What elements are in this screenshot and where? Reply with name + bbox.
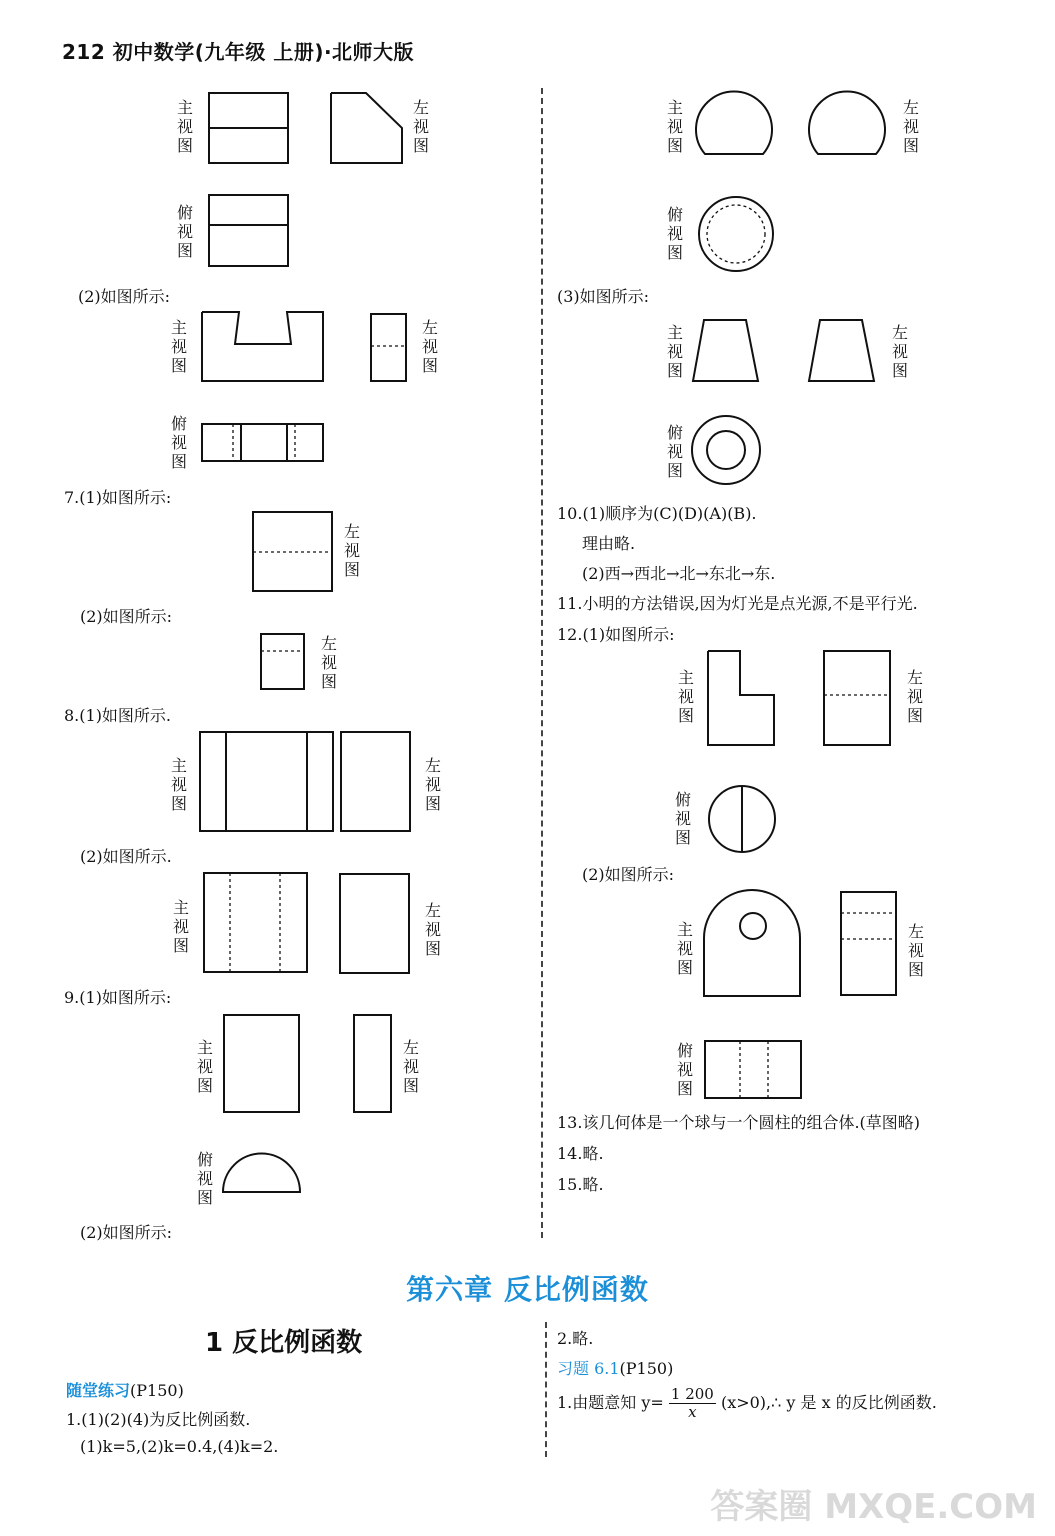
practice-answer-1-detail: (1)k=5,(2)k=0.4,(4)k=2.	[80, 1437, 279, 1456]
front-view-label: 主 视 图	[677, 668, 694, 725]
front-view-label: 主 视 图	[176, 98, 193, 155]
q15: 15.略.	[557, 1175, 604, 1194]
left-view-label: 左 视 图	[412, 98, 429, 155]
exercise-page: (P150)	[619, 1359, 674, 1378]
chapter-title: 第六章 反比例函数	[406, 1273, 649, 1306]
page-header: 212 初中数学(九年级 上册)·北师大版	[62, 40, 415, 64]
front-view-label: 主 视 图	[676, 920, 693, 977]
q9-1-top-view	[222, 1152, 302, 1194]
practice-page: (P150)	[130, 1381, 184, 1400]
practice-answer-1: 1.(1)(2)(4)为反比例函数.	[66, 1410, 251, 1429]
q12-1-top-view	[707, 784, 777, 854]
q10-1: 10.(1)顺序为(C)(D)(A)(B).	[557, 504, 757, 523]
q6-2-left-view	[370, 313, 408, 383]
q8-2-front-view	[203, 872, 309, 974]
q8-1-left-view	[340, 731, 412, 833]
q3-label: (3)如图所示:	[557, 287, 650, 306]
watermark: 答案圈 MXQE.COM	[710, 1487, 1037, 1527]
r1-left-view	[808, 88, 888, 156]
q12-1-label: 12.(1)如图所示:	[557, 625, 675, 644]
column-divider-bottom	[545, 1322, 547, 1457]
r1-top-view	[697, 195, 775, 273]
exercise-label: 习题 6.1	[557, 1359, 620, 1378]
q9-1-front-view	[223, 1014, 301, 1114]
exercise-answer-prefix: 1.由题意知 y=	[557, 1393, 664, 1412]
q6-1-top-view	[208, 194, 290, 268]
fraction-numerator: 1 200	[670, 1385, 714, 1403]
left-view-label: 左 视 图	[421, 318, 438, 375]
q6-2-top-view	[201, 423, 325, 463]
front-view-label: 主 视 图	[170, 318, 187, 375]
q8-2-left-view	[339, 873, 411, 975]
practice-heading	[66, 1378, 184, 1401]
front-view-label: 主 视 图	[172, 898, 189, 955]
practice-label: 随堂练习	[66, 1381, 131, 1400]
fraction	[669, 1386, 716, 1421]
q7-1-label: 7.(1)如图所示:	[64, 488, 172, 507]
q12-2-label: (2)如图所示:	[582, 865, 675, 884]
left-view-label: 左 视 图	[402, 1038, 419, 1095]
q3-top-view	[690, 414, 762, 486]
left-view-label: 左 视 图	[891, 323, 908, 380]
top-view-label: 俯 视 图	[176, 203, 193, 260]
left-view-label: 左 视 图	[907, 922, 924, 979]
fraction-denominator: x	[688, 1403, 697, 1421]
answer-2: 2.略.	[557, 1329, 594, 1348]
left-view-label: 左 视 图	[906, 668, 923, 725]
front-view-label: 主 视 图	[196, 1038, 213, 1095]
top-view-label: 俯 视 图	[196, 1150, 213, 1207]
top-view-label: 俯 视 图	[170, 414, 187, 471]
q11: 11.小明的方法错误,因为灯光是点光源,不是平行光.	[557, 594, 918, 613]
q7-1-left-view	[252, 511, 334, 593]
front-view-label: 主 视 图	[666, 323, 683, 380]
q8-1-label: 8.(1)如图所示.	[64, 706, 172, 725]
r1-front-view	[695, 88, 775, 156]
q8-1-front-view	[199, 731, 335, 833]
front-view-label: 主 视 图	[170, 756, 187, 813]
left-view-label: 左 视 图	[902, 98, 919, 155]
section-title: 1 反比例函数	[205, 1328, 363, 1358]
q8-2-label: (2)如图所示.	[80, 847, 172, 866]
top-view-label: 俯 视 图	[676, 1041, 693, 1098]
q14: 14.略.	[557, 1144, 604, 1163]
q12-2-top-view	[704, 1040, 804, 1100]
q12-2-front-view	[703, 888, 803, 998]
exercise-answer-suffix: (x>0),∴ y 是 x 的反比例函数.	[720, 1393, 937, 1412]
left-view-label: 左 视 图	[320, 634, 337, 691]
q6-1-front-view	[208, 92, 290, 164]
left-view-label: 左 视 图	[424, 901, 441, 958]
q3-left-view	[808, 319, 876, 383]
q12-2-left-view	[840, 891, 898, 997]
q3-front-view	[692, 319, 760, 383]
column-divider	[541, 88, 543, 1238]
q13: 13.该几何体是一个球与一个圆柱的组合体.(草图略)	[557, 1113, 921, 1132]
q7-2-left-view	[260, 633, 306, 691]
q9-1-label: 9.(1)如图所示:	[64, 988, 172, 1007]
q12-1-front-view	[707, 650, 777, 748]
left-view-label: 左 视 图	[343, 522, 360, 579]
q10-reason: 理由略.	[582, 534, 636, 553]
q6-2-front-view	[201, 311, 325, 383]
q9-1-left-view	[353, 1014, 393, 1114]
q6-1-left-view	[330, 92, 404, 164]
exercise-answer-1	[557, 1386, 937, 1421]
q7-2-label: (2)如图所示:	[80, 607, 173, 626]
q6-2-label: (2)如图所示:	[78, 287, 171, 306]
top-view-label: 俯 视 图	[674, 790, 691, 847]
q9-2-label: (2)如图所示:	[80, 1223, 173, 1242]
front-view-label: 主 视 图	[666, 98, 683, 155]
left-view-label: 左 视 图	[424, 756, 441, 813]
q10-2: (2)西→西北→北→东北→东.	[582, 564, 776, 583]
top-view-label: 俯 视 图	[666, 423, 683, 480]
top-view-label: 俯 视 图	[666, 205, 683, 262]
q12-1-left-view	[823, 650, 893, 748]
exercise-heading	[557, 1356, 673, 1379]
